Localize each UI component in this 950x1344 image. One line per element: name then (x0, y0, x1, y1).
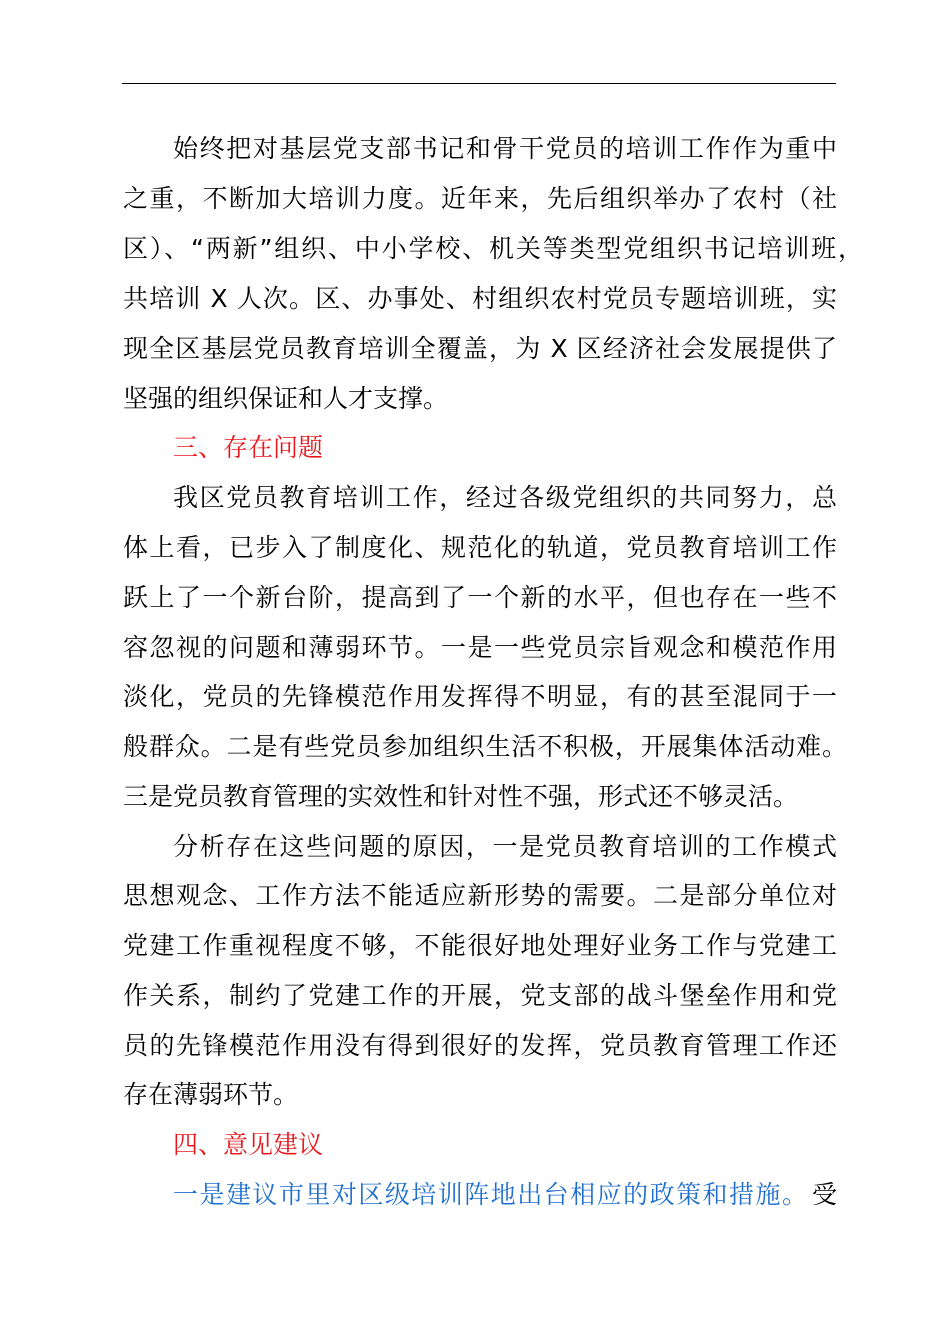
section-heading: 四、意见建议 (173, 1130, 324, 1159)
paragraph-line: 般群众。二是有些党员参加组织生活不积极，开展集体活动难。 (123, 732, 847, 761)
header-rule (122, 83, 836, 84)
paragraph-line: 共培训 X 人次。区、办事处、村组织农村党员专题培训班，实 (123, 284, 837, 313)
paragraph-line: 员的先锋模范作用没有得到很好的发挥，党员教育管理工作还 (123, 1031, 837, 1060)
paragraph-line: 区）、“两新”组织、中小学校、机关等类型党组织书记培训班， (123, 234, 863, 263)
paragraph-line: 存在薄弱环节。 (123, 1080, 299, 1109)
paragraph-line: 分析存在这些问题的原因，一是党员教育培训的工作模式 (173, 832, 837, 861)
paragraph-line: 现全区基层党员教育培训全覆盖，为 X 区经济社会发展提供了 (123, 334, 837, 363)
paragraph-line: 作关系，制约了党建工作的开展，党支部的战斗堡垒作用和党 (123, 981, 837, 1010)
paragraph-line: 跃上了一个新台阶，提高到了一个新的水平，但也存在一些不 (123, 583, 837, 612)
paragraph-line: 我区党员教育培训工作，经过各级党组织的共同努力，总 (173, 483, 837, 512)
section-heading: 三、存在问题 (173, 433, 324, 462)
paragraph-line: 受 (812, 1180, 838, 1209)
paragraph-line: 体上看，已步入了制度化、规范化的轨道，党员教育培训工作 (123, 533, 837, 562)
paragraph-line: 党建工作重视程度不够，不能很好地处理好业务工作与党建工 (123, 931, 837, 960)
recommendation-lead: 一是建议市里对区级培训阵地出台相应的政策和措施。 (173, 1180, 807, 1209)
paragraph-line: 容忽视的问题和薄弱环节。一是一些党员宗旨观念和模范作用 (123, 633, 837, 662)
paragraph-line: 始终把对基层党支部书记和骨干党员的培训工作作为重中 (173, 134, 837, 163)
paragraph-line: 坚强的组织保证和人才支撑。 (123, 384, 449, 413)
paragraph-line: 三是党员教育管理的实效性和针对性不强，形式还不够灵活。 (123, 782, 799, 811)
paragraph-line: 之重，不断加大培训力度。近年来，先后组织举办了农村（社 (123, 184, 837, 213)
paragraph-line: 思想观念、工作方法不能适应新形势的需要。二是部分单位对 (123, 881, 837, 910)
paragraph-line: 淡化，党员的先锋模范作用发挥得不明显，有的甚至混同于一 (123, 682, 837, 711)
